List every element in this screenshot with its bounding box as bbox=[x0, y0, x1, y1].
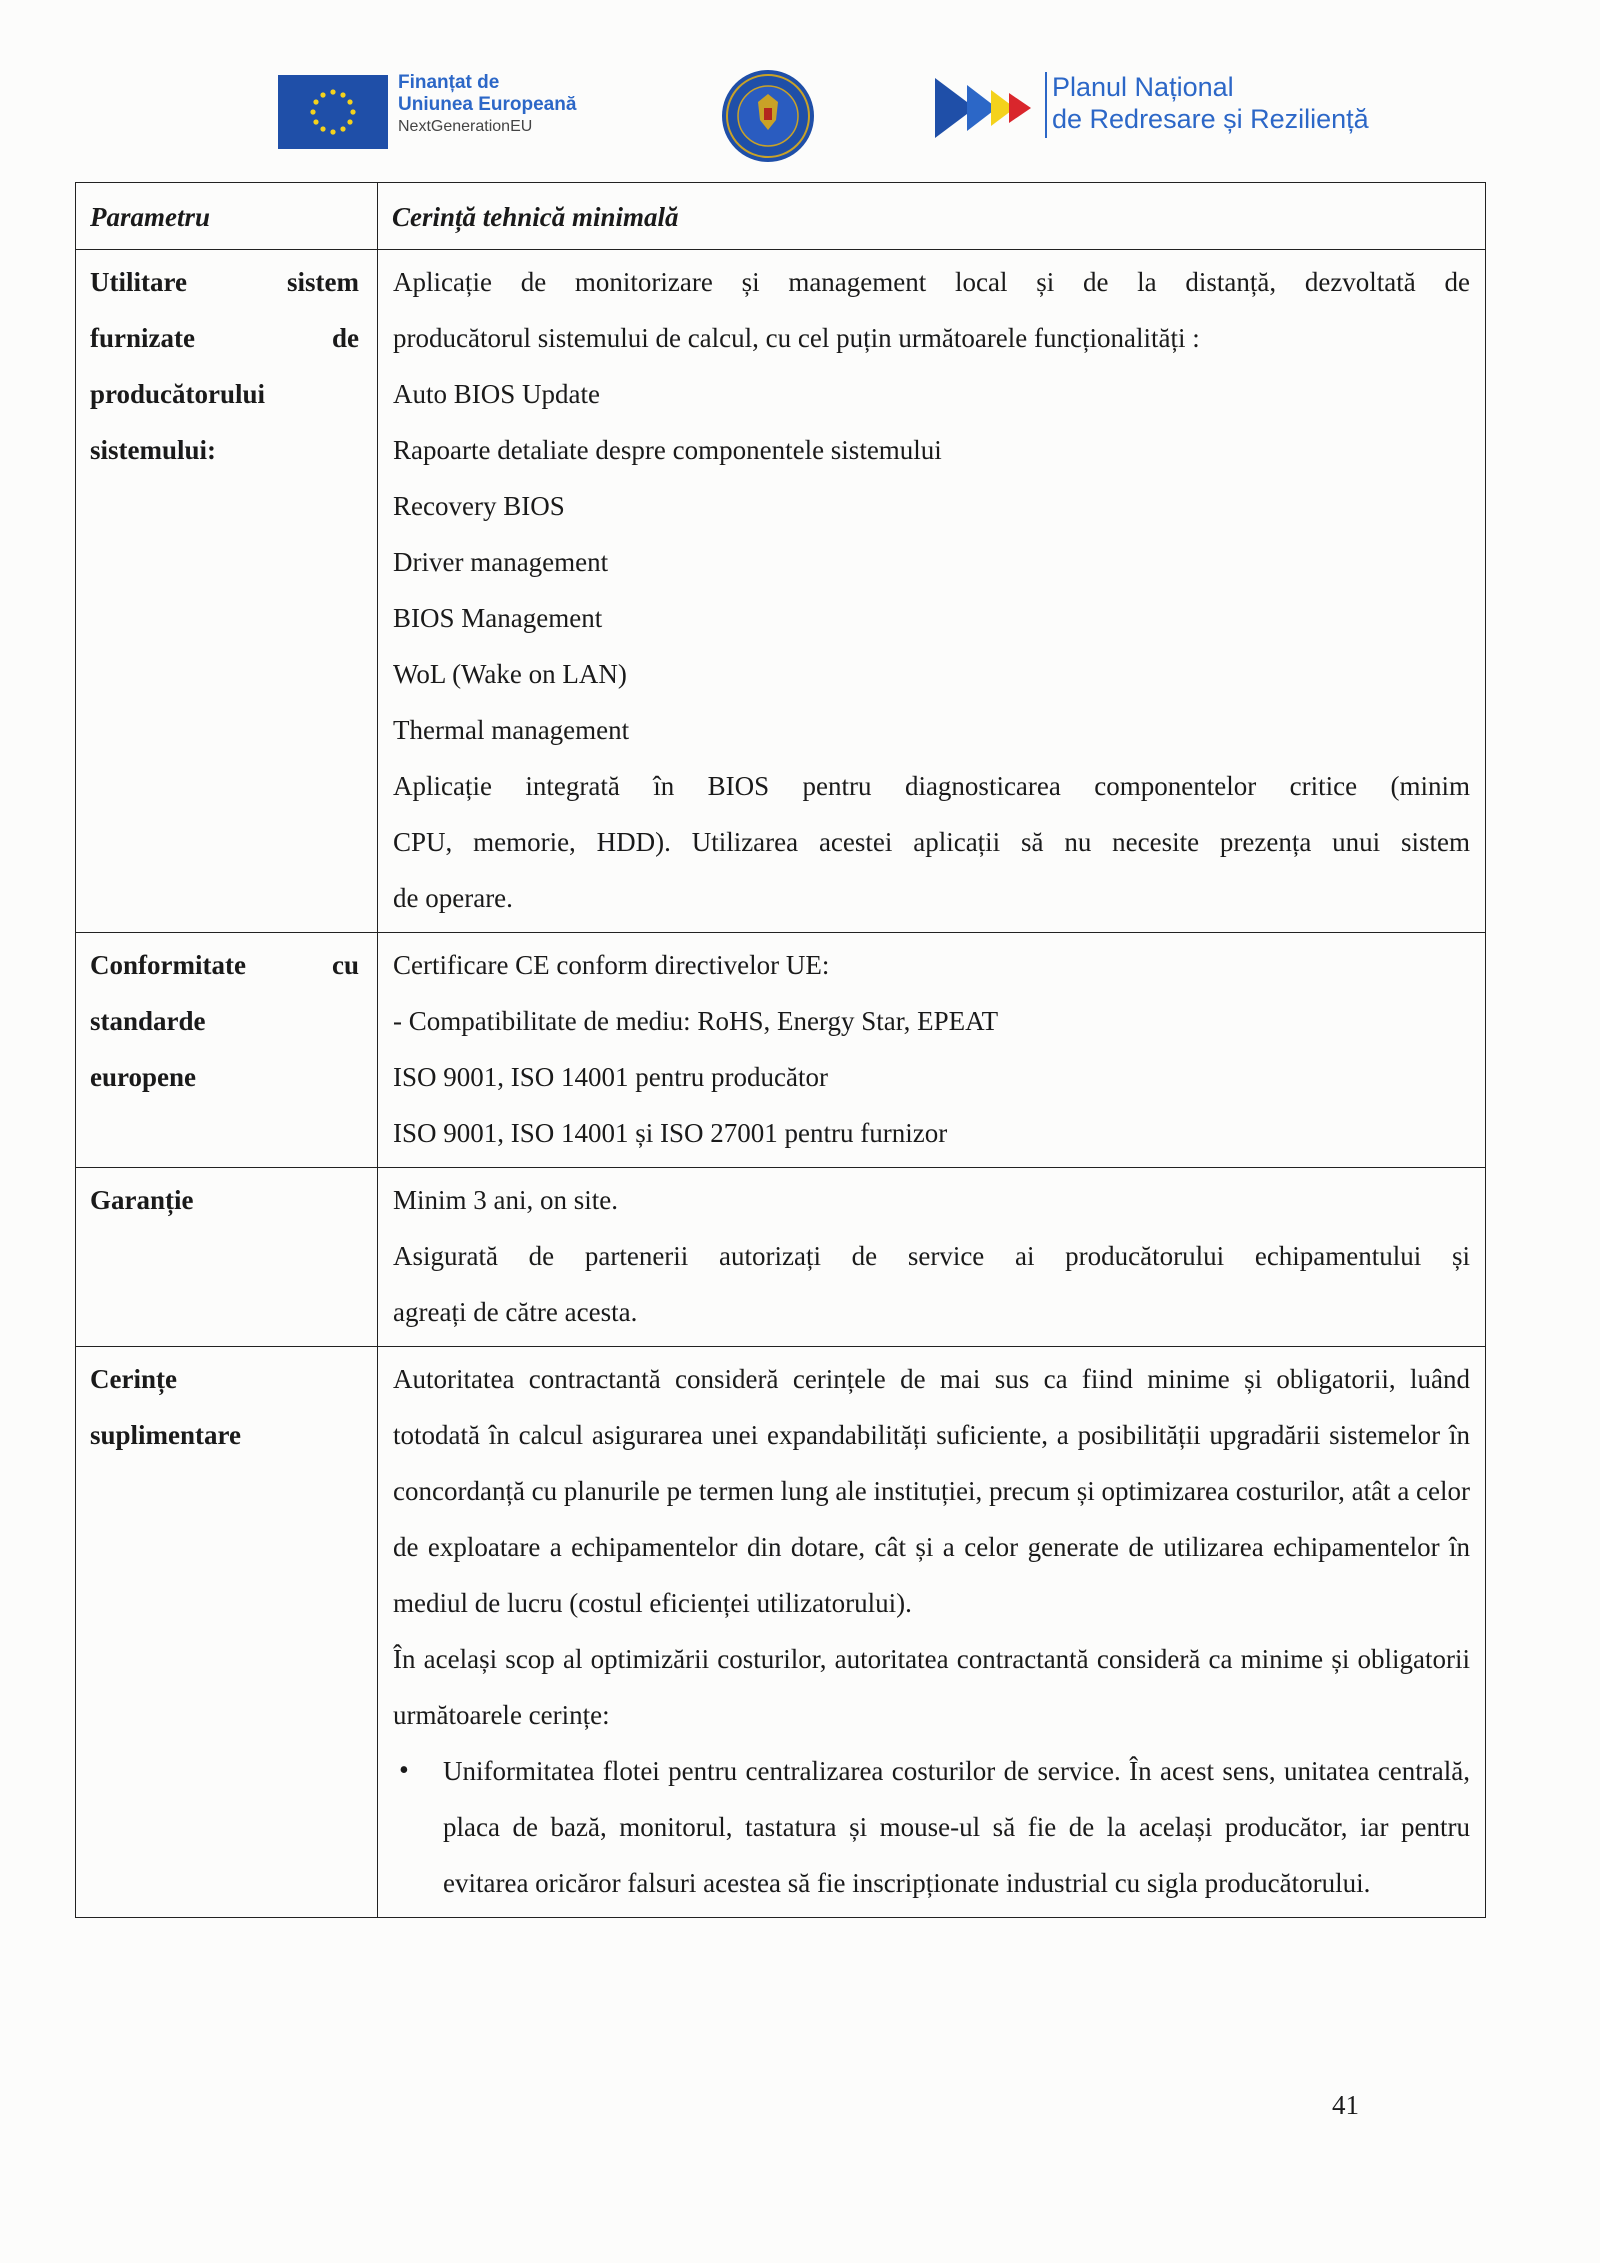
table-row bbox=[76, 933, 1486, 1168]
requirement-cell bbox=[378, 933, 1486, 1168]
requirement-cell bbox=[378, 1347, 1486, 1918]
requirement-line: ISO 9001, ISO 14001 pentru producător bbox=[393, 1062, 828, 1092]
pnrr-arrow-icon bbox=[935, 73, 1045, 143]
pnrr-divider bbox=[1045, 72, 1047, 138]
requirement-cell bbox=[378, 250, 1486, 933]
requirement-line: WoL (Wake on LAN) bbox=[393, 659, 627, 689]
requirement-bullet-list bbox=[393, 1743, 1470, 1911]
param-line: Conformitate cu bbox=[90, 950, 359, 980]
requirement-line: - Compatibilitate de mediu: RoHS, Energy Star, EPEAT bbox=[393, 1006, 999, 1036]
param-line: producătorului bbox=[90, 379, 266, 409]
table-header-row bbox=[76, 183, 1486, 250]
param-line: Cerințe bbox=[90, 1364, 177, 1394]
table-row bbox=[76, 1168, 1486, 1347]
table-row bbox=[76, 250, 1486, 933]
param-cell bbox=[76, 1168, 378, 1347]
requirement-cell bbox=[378, 1168, 1486, 1347]
page-number: 41 bbox=[1332, 2090, 1359, 2120]
eu-flag-icon bbox=[278, 75, 388, 149]
requirement-bullet: • Uniformitatea flotei pentru centralizarea costurilor de service. În acest sens, unitatea centrală, placa de bază, monitorul, tastatura și mouse-ul să fie de la același producător, iar pentru evitarea oricăror falsuri acestea să fie inscripționate industrial cu sigla producătorului. bbox=[443, 1743, 1470, 1911]
requirement-line: CPU, memorie, HDD). Utilizarea acestei aplicații să nu necesite prezența unui sistem bbox=[393, 827, 1470, 857]
requirement-line: Minim 3 ani, on site. bbox=[393, 1185, 618, 1215]
requirement-line: Recovery BIOS bbox=[393, 491, 565, 521]
param-line: standarde bbox=[90, 1006, 206, 1036]
requirement-paragraph: În același scop al optimizării costurilor, autoritatea contractantă consideră ca minime și obligatorii următoarele cerințe: bbox=[393, 1644, 1470, 1730]
requirement-line: Certificare CE conform directivelor UE: bbox=[393, 950, 830, 980]
param-line: Utilitare sistem bbox=[90, 267, 359, 297]
pnrr-logo-line2: de Redresare și Reziliență bbox=[1052, 103, 1369, 134]
param-line: sistemului: bbox=[90, 435, 217, 465]
requirement-line: Aplicație integrată în BIOS pentru diagnosticarea componentelor critice (minim bbox=[393, 771, 1470, 801]
param-cell bbox=[76, 250, 378, 933]
param-line: europene bbox=[90, 1062, 196, 1092]
requirement-line: de operare. bbox=[393, 883, 513, 913]
param-line: furnizate de bbox=[90, 323, 359, 353]
header-requirement: Cerință tehnică minimală bbox=[378, 183, 1486, 250]
requirement-line: Thermal management bbox=[393, 715, 630, 745]
romanian-government-seal-icon bbox=[720, 68, 816, 164]
param-cell bbox=[76, 933, 378, 1168]
requirement-line: ISO 9001, ISO 14001 și ISO 27001 pentru furnizor bbox=[393, 1118, 948, 1148]
param-line: Garanție bbox=[90, 1185, 194, 1215]
param-cell bbox=[76, 1347, 378, 1918]
eu-logo-line3: NextGenerationEU bbox=[398, 117, 533, 135]
requirement-line: Aplicație de monitorizare și management local și de la distanță, dezvoltată de bbox=[393, 267, 1470, 297]
requirement-line: Auto BIOS Update bbox=[393, 379, 600, 409]
requirement-paragraph: Autoritatea contractantă consideră cerințele de mai sus ca fiind minime și obligatorii, luând totodată în calcul asigurarea unei expandabilități suficiente, a posibilității upgradării sistemelor în concordanță cu planurile pe termen lung ale instituției, precum și optimizarea costurilor, atât a celor de exploatare a echipamentelor din dotare, cât și a celor generate de utilizarea echipamentelor în mediul de lucru (costul eficienței utilizatorului). bbox=[393, 1364, 1471, 1618]
requirement-line: Rapoarte detaliate despre componentele sistemului bbox=[393, 435, 942, 465]
requirement-line: Driver management bbox=[393, 547, 609, 577]
requirement-line: BIOS Management bbox=[393, 603, 603, 633]
requirement-line: producătorul sistemului de calcul, cu cel puțin următoarele funcționalități : bbox=[393, 323, 1200, 353]
eu-logo-line1: Finanțat de bbox=[398, 72, 500, 93]
requirement-line: Asigurată de partenerii autorizați de service ai producătorului echipamentului și bbox=[393, 1241, 1470, 1271]
specification-table bbox=[75, 182, 1486, 1918]
eu-logo-line2: Uniunea Europeană bbox=[398, 93, 577, 115]
table-row bbox=[76, 1347, 1486, 1918]
requirement-line: agreați de către acesta. bbox=[393, 1297, 638, 1327]
header-param: Parametru bbox=[76, 183, 378, 250]
pnrr-logo-line1: Planul Național bbox=[1052, 72, 1234, 102]
param-line: suplimentare bbox=[90, 1420, 242, 1450]
